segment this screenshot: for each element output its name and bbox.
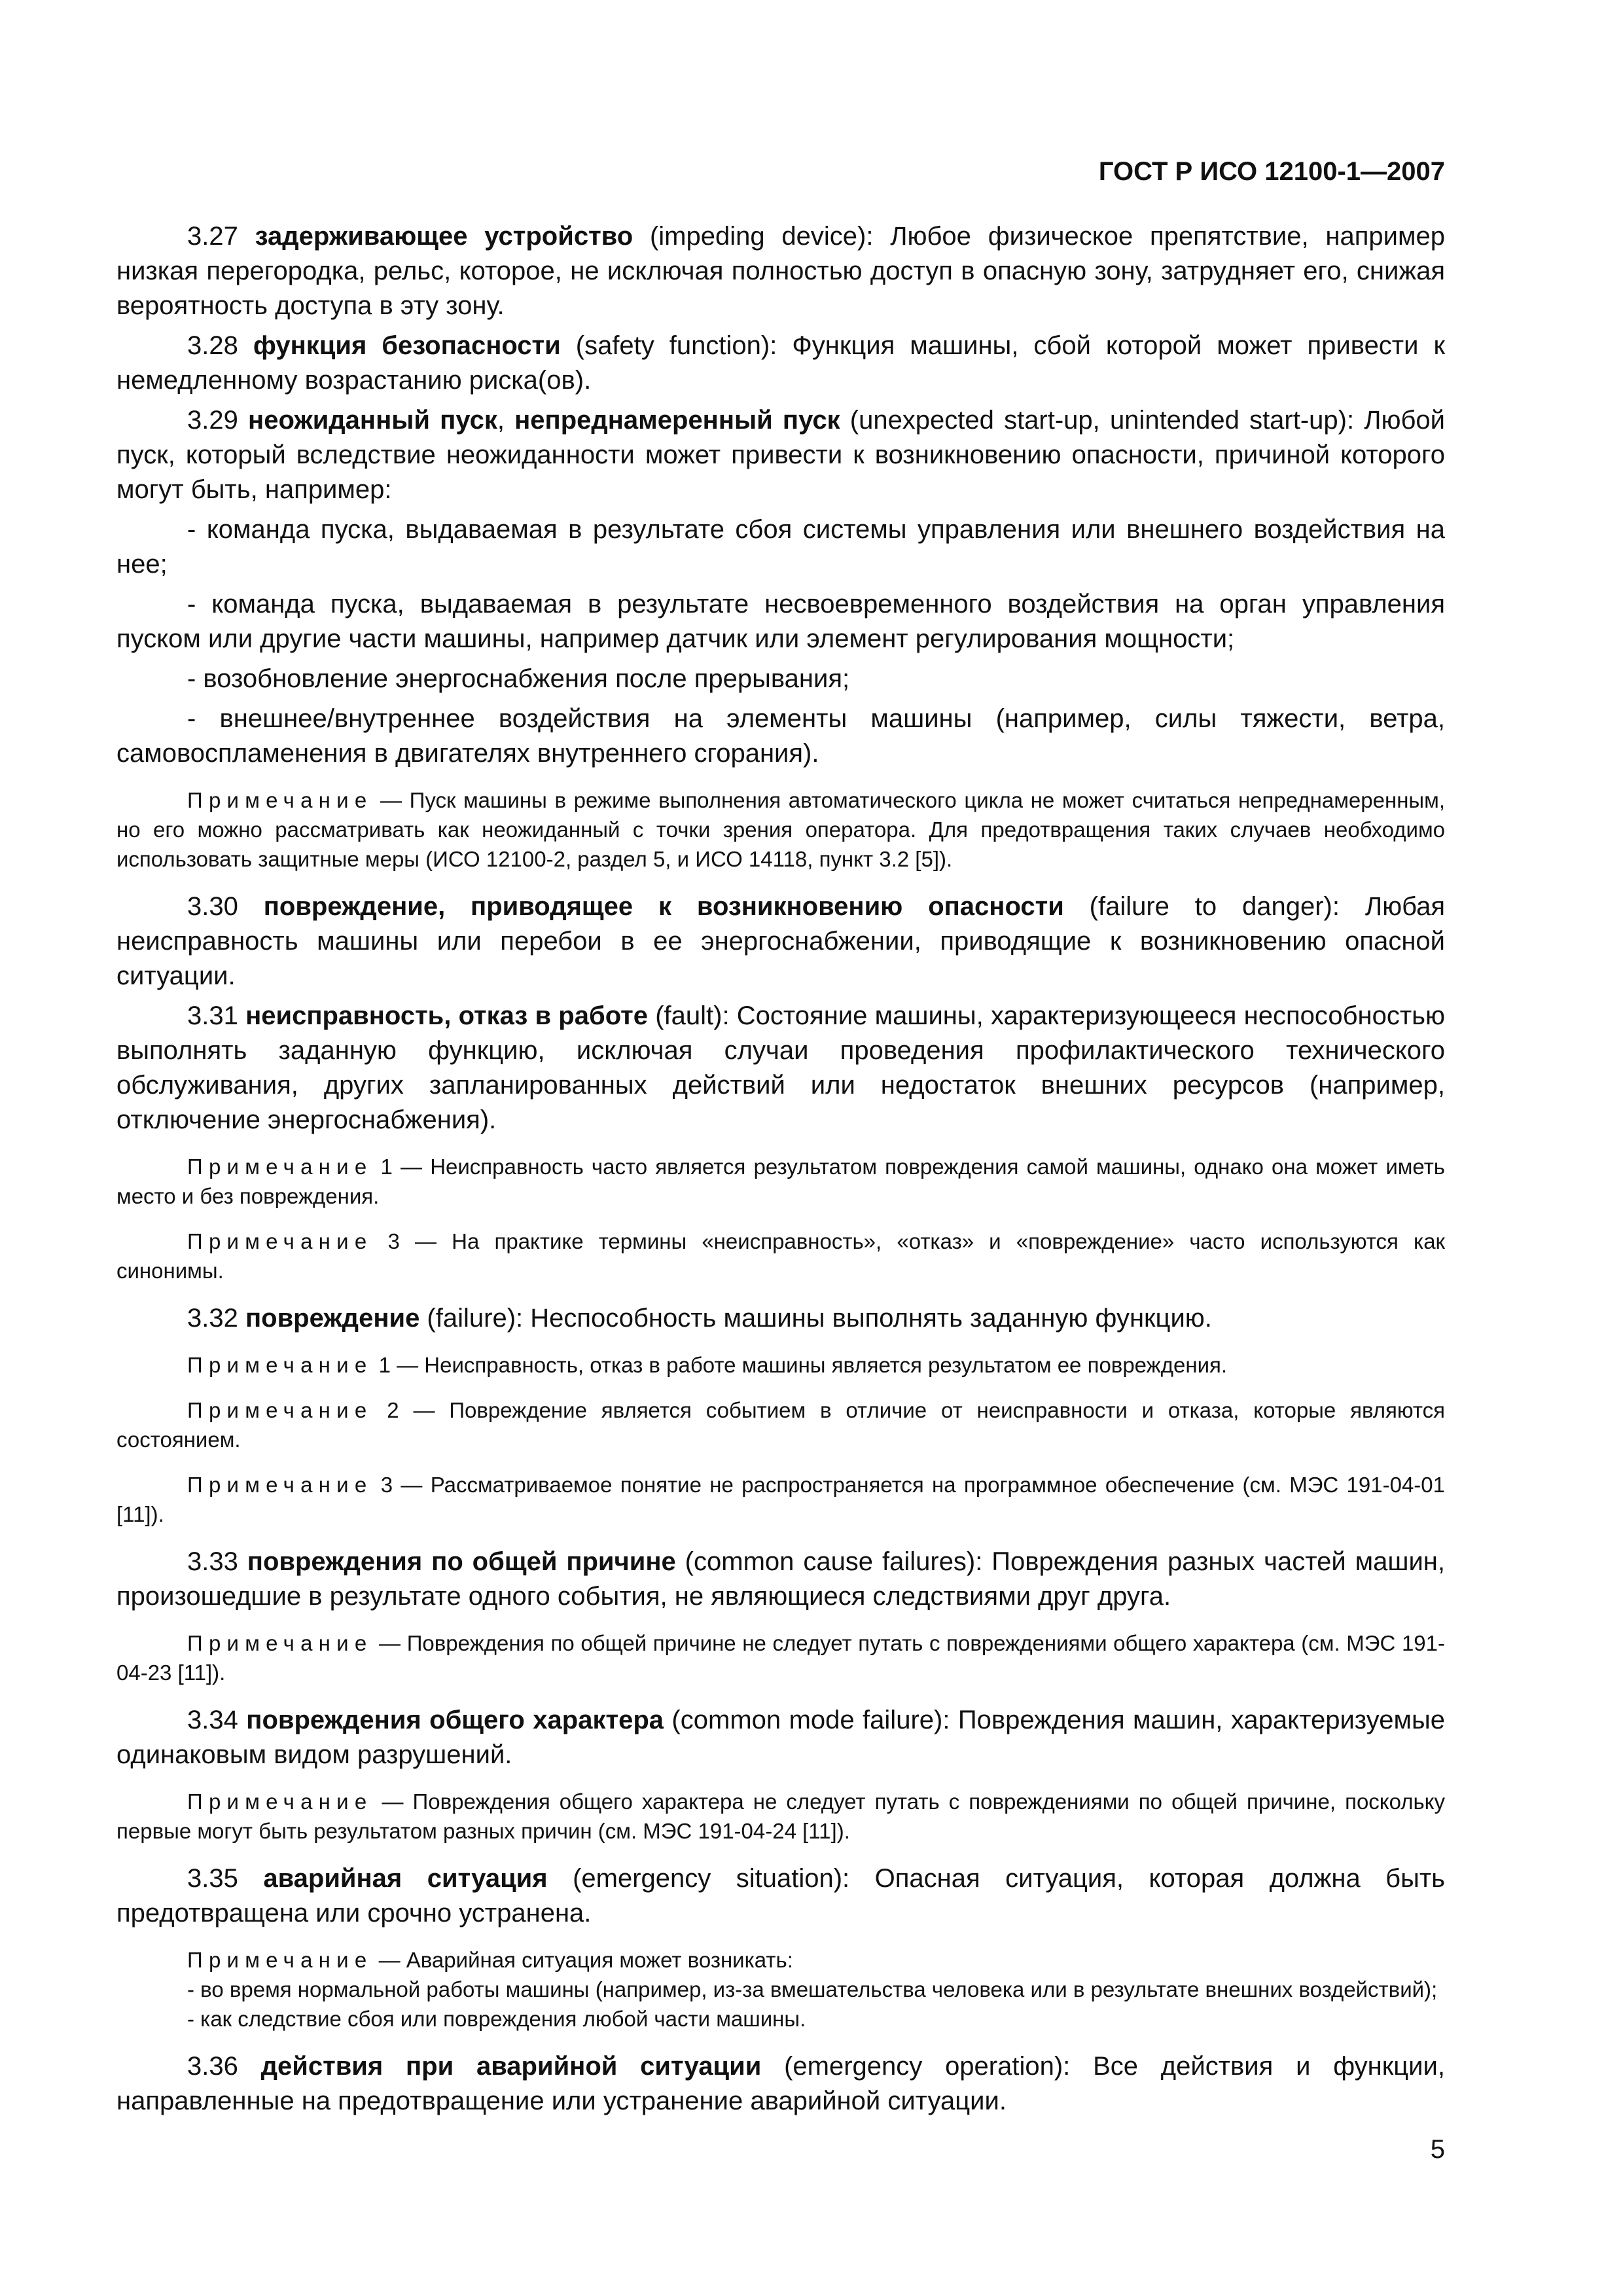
note-with-list (116, 1945, 1445, 2034)
document-page (116, 157, 1445, 2124)
note (116, 1628, 1445, 1687)
note-number: 3 (372, 1473, 393, 1497)
note-label: Примечание (187, 1155, 373, 1179)
term: повреждения по общей причине (247, 1547, 676, 1576)
clause-number: 3.36 (187, 2052, 238, 2081)
clause-3-29 (116, 403, 1445, 507)
clause-number: 3.31 (187, 1001, 238, 1030)
list-item: - команда пуска, выдаваемая в результате сбоя системы управления или внешнего воздействия на нее; (116, 515, 1445, 579)
definition: (failure to danger): Любая неисправность машины или перебои в ее энергоснабжении, приводящие к возникновению опасной ситуации. (116, 892, 1445, 990)
note-label: Примечание (187, 1789, 373, 1814)
note-text: — Повреждение является событием в отличие от неисправности и отказа, которые являются состоянием. (116, 1398, 1445, 1452)
clause-3-34 (116, 1703, 1445, 1772)
note-text: — Пуск машины в режиме выполнения автоматического цикла не может считаться непреднамеренным, но его можно рассматривать как неожиданный с точки зрения оператора. Для предотвращения таких случаев необходимо использовать защитные меры (ИСО 12100-2, раздел 5, и ИСО 14118, пункт 3.2 [5]). (116, 788, 1445, 871)
term: неожиданный пуск (248, 406, 497, 435)
note-text: — Повреждения общего характера не следует путать с повреждениями по общей причине, поскольку первые могут быть результатом разных причин (см. МЭС 191-04-24 [11]). (116, 1789, 1445, 1843)
note (116, 1152, 1445, 1211)
note (116, 1227, 1445, 1285)
definition: (common cause failures): Повреждения разных частей машин, произошедшие в результате одного события, не являющиеся следствиями друг друга. (116, 1547, 1445, 1611)
note-label: Примечание (187, 1398, 373, 1422)
note-number: 2 (372, 1398, 399, 1422)
term: повреждение, приводящее к возникновению опасности (263, 892, 1064, 921)
definition: (emergency situation): Опасная ситуация, которая должна быть предотвращена или срочно устранена. (116, 1864, 1445, 1928)
note-text: — Рассматриваемое понятие не распространяется на программное обеспечение (см. МЭС 191-04-01 [11]). (116, 1473, 1445, 1526)
clause-3-31 (116, 999, 1445, 1138)
clause-3-27 (116, 219, 1445, 323)
list-item: - команда пуска, выдаваемая в результате несвоевременного воздействия на орган управления пуском или другие части машины, например датчик или элемент регулирования мощности; (116, 590, 1445, 653)
clause-3-36 (116, 2049, 1445, 2119)
clause-number: 3.27 (187, 222, 238, 251)
list-item: - внешнее/внутреннее воздействия на элементы машины (например, силы тяжести, ветра, самовоспламенения в двигателях внутреннего сгорания). (116, 704, 1445, 768)
clause-number: 3.30 (187, 892, 238, 921)
term-synonym: непреднамеренный пуск (514, 406, 840, 435)
note (116, 1350, 1445, 1380)
clause-3-28 (116, 329, 1445, 398)
definition: (fault): Состояние машины, характеризующееся неспособностью выполнять заданную функцию, исключая случаи проведения профилактического технического обслуживания, других запланированных действий или недостаток внешних ресурсов (например, отключение энергоснабжения). (116, 1001, 1445, 1134)
term-separator: , (497, 406, 515, 435)
term: неисправность, отказ в работе (245, 1001, 648, 1030)
clause-3-33 (116, 1545, 1445, 1614)
definition: (failure): Неспособность машины выполнять заданную функцию. (419, 1304, 1212, 1333)
clause-3-35 (116, 1861, 1445, 1931)
note-label: Примечание (187, 1229, 373, 1253)
note (116, 1945, 1445, 1975)
note-text: — Неисправность, отказ в работе машины является результатом ее повреждения. (390, 1353, 1228, 1377)
clause-number: 3.29 (187, 406, 238, 435)
note-label: Примечание (187, 1948, 373, 1972)
term: действия при аварийной ситуации (260, 2052, 762, 2081)
note-text: — Неисправность часто является результатом повреждения самой машины, однако она может иметь место и без повреждения. (116, 1155, 1445, 1208)
definition: (common mode failure): Повреждения машин, характеризуемые одинаковым видом разрушений. (116, 1706, 1445, 1769)
term: аварийная ситуация (263, 1864, 548, 1893)
note-label: Примечание (187, 1473, 373, 1497)
note-list-item: - как следствие сбоя или повреждения любой части машины. (187, 2007, 806, 2031)
clause-3-32 (116, 1301, 1445, 1336)
clause-3-30 (116, 889, 1445, 994)
clause-number: 3.33 (187, 1547, 238, 1576)
note-number: 1 (372, 1353, 391, 1377)
clause-number: 3.34 (187, 1706, 238, 1734)
note-number: 3 (372, 1229, 400, 1253)
note-label: Примечание (187, 1631, 373, 1655)
note (116, 1395, 1445, 1454)
clause-number: 3.28 (187, 331, 238, 360)
term: функция безопасности (253, 331, 561, 360)
term: повреждение (245, 1304, 420, 1333)
term: задерживающее устройство (255, 222, 633, 251)
definition: (emergency operation): Все действия и функции, направленные на предотвращение или устранение аварийной ситуации. (116, 2052, 1445, 2115)
note-text: — На практике термины «неисправность», «отказ» и «повреждение» часто используются как синонимы. (116, 1229, 1445, 1283)
note-text: — Аварийная ситуация может возникать: (372, 1948, 793, 1972)
note-label: Примечание (187, 1353, 373, 1377)
note (116, 785, 1445, 874)
term: повреждения общего характера (246, 1706, 664, 1734)
note (116, 1470, 1445, 1529)
list-item: - возобновление энергоснабжения после прерывания; (187, 664, 850, 693)
clause-number: 3.35 (187, 1864, 238, 1893)
clause-number: 3.32 (187, 1304, 238, 1333)
note (116, 1787, 1445, 1846)
document-header: ГОСТ Р ИСО 12100-1—2007 (1098, 157, 1445, 186)
note-number: 1 (372, 1155, 393, 1179)
note-label: Примечание (187, 788, 373, 812)
note-list-item: - во время нормальной работы машины (например, из-за вмешательства человека или в результате внешних воздействий); (187, 1977, 1438, 2001)
definition: (safety function): Функция машины, сбой которой может привести к немедленному возрастанию риска(ов). (116, 331, 1445, 395)
definition: (impeding device): Любое физическое препятствие, например низкая перегородка, рельс, которое, не исключая полностью доступ в опасную зону, затрудняет его, снижая вероятность доступа в эту зону. (116, 222, 1445, 320)
note-text: — Повреждения по общей причине не следует путать с повреждениями общего характера (см. МЭС 191-04-23 [11]). (116, 1631, 1445, 1685)
page-number: 5 (1430, 2135, 1445, 2164)
definition: (unexpected start-up, unintended start-up): Любой пуск, который вследствие неожиданности может привести к возникновению опасности, причиной которого могут быть, например: (116, 406, 1446, 504)
